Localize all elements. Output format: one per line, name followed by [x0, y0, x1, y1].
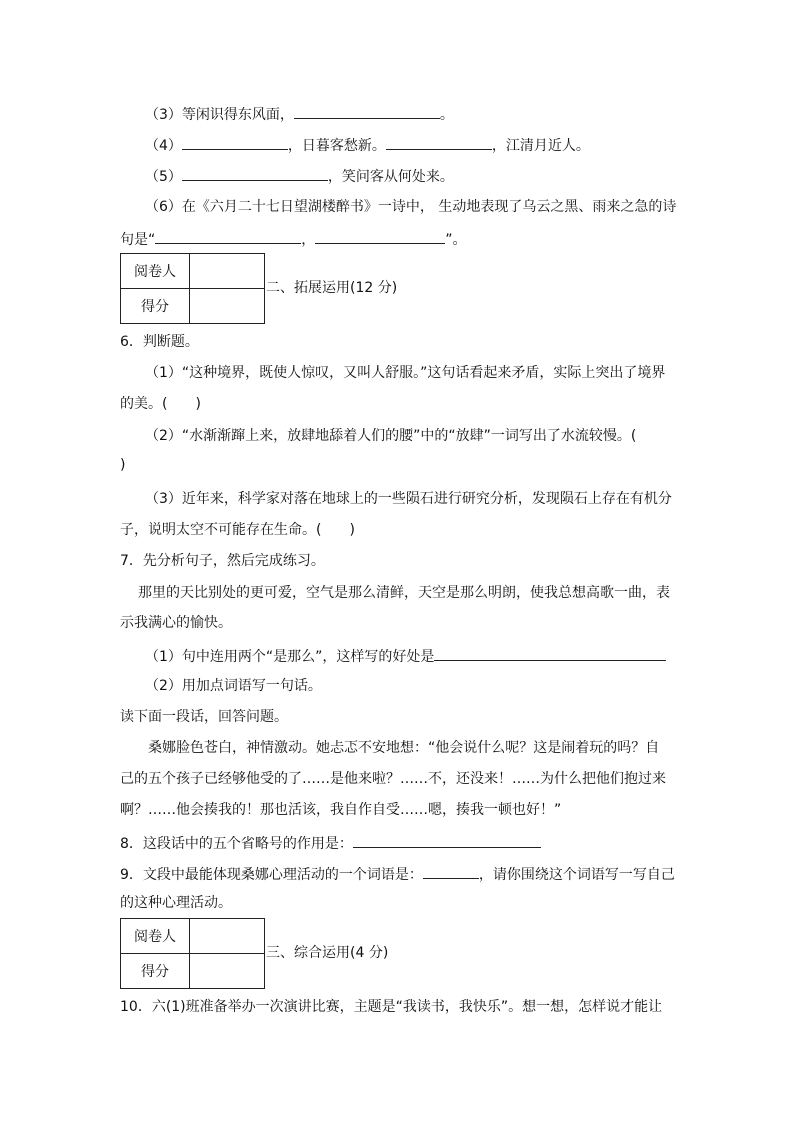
answer-blank[interactable]	[294, 103, 440, 119]
answer-blank[interactable]	[434, 645, 666, 661]
section-title: 二、拓展运用(12 分)	[266, 280, 398, 296]
score-cell[interactable]	[190, 289, 265, 324]
q5-item4: （4） ，日暮客愁新。 ，江清月近人。	[145, 134, 590, 156]
section-title: 三、综合运用(4 分)	[266, 945, 389, 961]
q6-item1-line2: 的美。( )	[120, 396, 201, 412]
answer-blank[interactable]	[315, 228, 445, 244]
q6-item2-line2: )	[120, 457, 126, 473]
reviewer-label: 阅卷人	[121, 254, 190, 289]
q9-line1: 9．文段中最能体现桑娜心理活动的一个词语是： ，请你围绕这个词语写一写自己	[120, 863, 675, 885]
q6-item1-line1: （1）“这种境界，既使人惊叹，又叫人舒服。”这句话看起来矛盾，实际上突出了境界	[145, 365, 666, 381]
reading-para-line2: 己的五个孩子已经够他受的了……是他来啦？……不，还没来！……为什么把他们抱过来	[120, 771, 666, 787]
score-label: 得分	[121, 954, 190, 989]
score-cell[interactable]	[190, 954, 265, 989]
score-table	[120, 253, 265, 324]
reading-para-line1: 桑娜脸色苍白，神情激动。她忐忑不安地想：“他会说什么呢？这是闹着玩的吗？自	[148, 740, 660, 756]
answer-blank[interactable]	[423, 863, 479, 879]
reviewer-cell[interactable]	[190, 254, 265, 289]
q9-line2: 的这种心理活动。	[120, 895, 232, 911]
q5-item6-line1: （6）在《六月二十七日望湖楼醉书》一诗中， 生动地表现了乌云之黑、雨来之急的诗	[145, 199, 677, 215]
q5-item5: （5） ，笑问客从何处来。	[145, 165, 454, 187]
answer-blank[interactable]	[386, 134, 492, 150]
reading-intro: 读下面一段话，回答问题。	[120, 709, 288, 725]
answer-blank[interactable]	[353, 832, 541, 848]
q6-item3-line1: （3）近年来，科学家对落在地球上的一些陨石进行研究分析，发现陨石上存在有机分	[145, 491, 672, 507]
q7-item2: （2）用加点词语写一句话。	[145, 678, 322, 694]
q10-line1: 10．六(1)班准备举办一次演讲比赛，主题是“我读书，我快乐”。想一想，怎样说才能让	[120, 999, 663, 1015]
q5-item3: （3）等闲识得东风面， 。	[145, 103, 454, 125]
q7-item1: （1）句中连用两个“是那么”，这样写的好处是	[145, 645, 666, 667]
q7-title: 7．先分析句子，然后完成练习。	[120, 553, 325, 569]
q7-passage-line2: 示我满心的愉快。	[120, 615, 232, 631]
q7-passage-line1: 那里的天比别处的更可爱，空气是那么清鲜，天空是那么明朗，使我总想高歌一曲，表	[138, 585, 670, 601]
reading-para-line3: 啊？……他会揍我的！那也活该，我自作自受……嗯，揍我一顿也好！”	[120, 802, 562, 818]
answer-blank[interactable]	[182, 134, 288, 150]
q6-item2-line1: （2）“水渐渐蹿上来，放肆地舔着人们的腰”中的“放肆”一词写出了水流较慢。(	[145, 428, 637, 444]
q5-item6-line2: 句是“ ， ”。	[120, 228, 467, 250]
answer-blank[interactable]	[182, 165, 328, 181]
answer-blank[interactable]	[155, 228, 301, 244]
q8: 8．这段话中的五个省略号的作用是：	[120, 832, 541, 854]
q6-item3-line2: 子，说明太空不可能存在生命。( )	[120, 522, 355, 538]
q6-title: 6．判断题。	[120, 334, 199, 350]
reviewer-label: 阅卷人	[121, 919, 190, 954]
score-table	[120, 918, 265, 989]
score-label: 得分	[121, 289, 190, 324]
reviewer-cell[interactable]	[190, 919, 265, 954]
